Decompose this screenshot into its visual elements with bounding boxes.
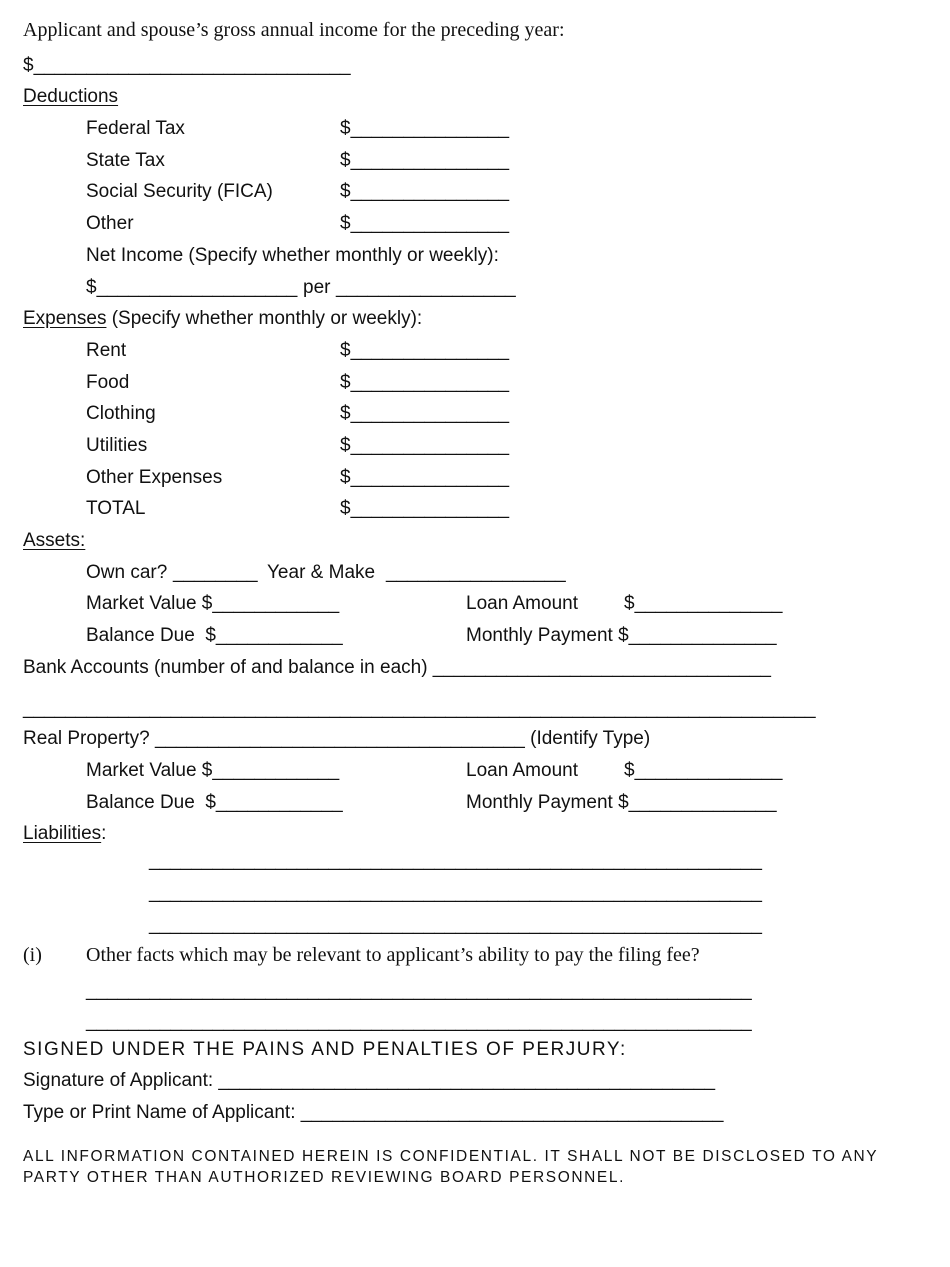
car-market-value-field[interactable]: Market Value $____________: [86, 593, 340, 614]
property-balance-due-field[interactable]: Balance Due $____________: [86, 792, 343, 813]
deductions-heading: Deductions: [23, 86, 119, 107]
printed-name-field[interactable]: Type or Print Name of Applicant: ________________________________________: [23, 1102, 724, 1123]
property-market-value-field[interactable]: Market Value $____________: [86, 760, 340, 781]
food-field[interactable]: $_______________: [340, 372, 510, 393]
year-make-label: Year & Make: [267, 562, 376, 583]
federal-tax-field[interactable]: $_______________: [340, 118, 510, 139]
car-monthly-payment-field[interactable]: Monthly Payment $______________: [466, 625, 777, 646]
income-field[interactable]: $______________________________: [23, 55, 351, 76]
liabilities-heading-colon: :: [101, 823, 107, 844]
perjury-heading: SIGNED UNDER THE PAINS AND PENALTIES OF PERJURY:: [23, 1039, 627, 1060]
own-car-field[interactable]: ________: [173, 562, 258, 583]
real-property-field[interactable]: Real Property? ___________________________________ (Identify Type): [23, 728, 651, 749]
liabilities-line-3[interactable]: __________________________________________________________: [149, 914, 762, 935]
property-loan-amount-label: Loan Amount: [466, 760, 578, 781]
net-income-label: Net Income (Specify whether monthly or weekly):: [86, 245, 499, 266]
car-loan-amount-field[interactable]: $______________: [624, 593, 783, 614]
other-facts-question: Other facts which may be relevant to applicant’s ability to pay the filing fee?: [86, 944, 700, 966]
other-facts-line-1[interactable]: _______________________________________________________________: [86, 980, 752, 1001]
net-income-amount-field[interactable]: $___________________: [86, 277, 298, 298]
property-monthly-payment-field[interactable]: Monthly Payment $______________: [466, 792, 777, 813]
rent-field[interactable]: $_______________: [340, 340, 510, 361]
state-tax-field[interactable]: $_______________: [340, 150, 510, 171]
own-car-label: Own car?: [86, 562, 168, 583]
clothing-label: Clothing: [86, 403, 156, 424]
state-tax-label: State Tax: [86, 150, 165, 171]
property-loan-amount-field[interactable]: $______________: [624, 760, 783, 781]
other-facts-marker: (i): [23, 944, 42, 966]
bank-accounts-field[interactable]: Bank Accounts (number of and balance in each) ________________________________: [23, 657, 771, 678]
other-deduction-field[interactable]: $_______________: [340, 213, 510, 234]
car-balance-due-field[interactable]: Balance Due $____________: [86, 625, 343, 646]
other-expenses-label: Other Expenses: [86, 467, 223, 488]
liabilities-heading: [23, 822, 106, 846]
year-make-field[interactable]: _________________: [386, 562, 566, 583]
other-facts-line-2[interactable]: _______________________________________________________________: [86, 1011, 752, 1032]
other-expenses-field[interactable]: $_______________: [340, 467, 510, 488]
confidentiality-notice-line-1: ALL INFORMATION CONTAINED HEREIN IS CONFIDENTIAL. IT SHALL NOT BE DISCLOSED TO ANY: [23, 1148, 879, 1165]
total-field[interactable]: $_______________: [340, 498, 510, 519]
liabilities-line-2[interactable]: __________________________________________________________: [149, 882, 762, 903]
liabilities-line-1[interactable]: __________________________________________________________: [149, 850, 762, 871]
fica-label: Social Security (FICA): [86, 181, 273, 202]
rent-label: Rent: [86, 340, 127, 361]
food-label: Food: [86, 372, 130, 393]
net-income-period-field[interactable]: _________________: [336, 277, 516, 298]
assets-heading: Assets:: [23, 530, 86, 551]
federal-tax-label: Federal Tax: [86, 118, 185, 139]
expenses-heading-label: Expenses: [23, 308, 107, 329]
confidentiality-notice-line-2: PARTY OTHER THAN AUTHORIZED REVIEWING BOARD PERSONNEL.: [23, 1169, 626, 1186]
fica-field[interactable]: $_______________: [340, 181, 510, 202]
clothing-field[interactable]: $_______________: [340, 403, 510, 424]
utilities-field[interactable]: $_______________: [340, 435, 510, 456]
bank-accounts-line-2[interactable]: ___________________________________________________________________________: [23, 698, 816, 719]
expenses-heading: [23, 307, 422, 331]
other-deduction-label: Other: [86, 213, 134, 234]
signature-field[interactable]: Signature of Applicant: _______________________________________________: [23, 1070, 716, 1091]
car-loan-amount-label: Loan Amount: [466, 593, 578, 614]
utilities-label: Utilities: [86, 435, 148, 456]
liabilities-heading-label: Liabilities: [23, 823, 102, 844]
total-label: TOTAL: [86, 498, 146, 519]
expenses-heading-suffix: (Specify whether monthly or weekly):: [106, 308, 423, 329]
net-income-per-label: per: [303, 277, 331, 298]
income-prompt: Applicant and spouse’s gross annual income for the preceding year:: [23, 19, 565, 41]
